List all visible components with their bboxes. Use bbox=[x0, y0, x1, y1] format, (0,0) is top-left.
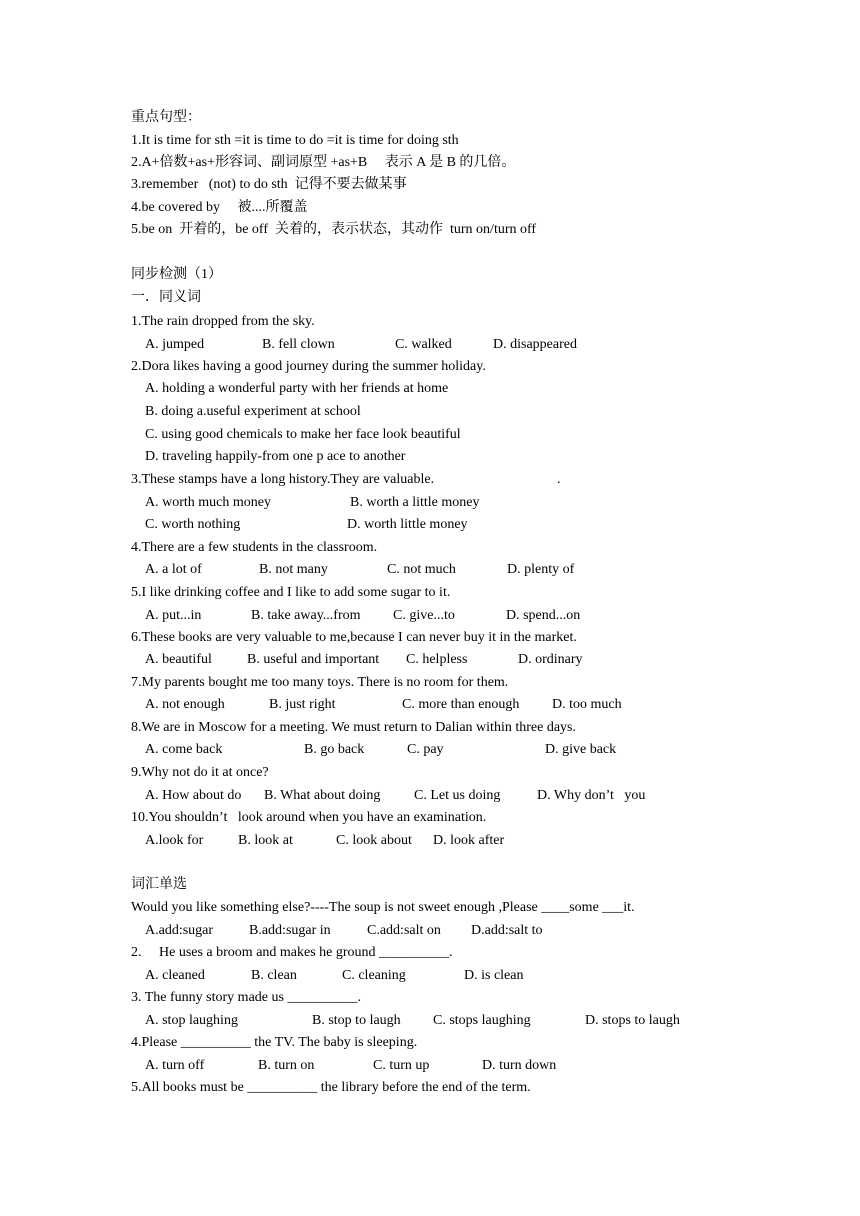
question-1: 1.The rain dropped from the sky. bbox=[131, 314, 315, 329]
q5-option-c: C. give...to bbox=[393, 608, 455, 623]
q3-option-b: B. worth a little money bbox=[350, 495, 480, 510]
q7-option-d: D. too much bbox=[552, 697, 622, 712]
q3-option-c: C. worth nothing bbox=[145, 517, 241, 532]
q10-option-c: C. look about bbox=[336, 833, 412, 848]
question-4: 4.There are a few students in the classroom. bbox=[131, 540, 378, 555]
key-patterns-heading: 重点句型： bbox=[131, 110, 201, 125]
q2-option-a: A. holding a wonderful party with her friends at home bbox=[145, 381, 449, 396]
vq3-option-d: D. stops to laugh bbox=[585, 1013, 680, 1028]
q3-trailing-dot: . bbox=[557, 472, 561, 487]
test1-heading: 同步检测（1） bbox=[131, 267, 222, 282]
vocab-question-1: Would you like something else?----The soup is not sweet enough ,Please ____some ___it. bbox=[131, 900, 635, 915]
pattern-2: 2.A+倍数+as+形容词、副词原型 +as+B 表示 A 是 B 的几倍。 bbox=[131, 155, 516, 170]
q1-option-a: A. jumped bbox=[145, 337, 205, 352]
q6-option-a: A. beautiful bbox=[145, 652, 212, 667]
q10-option-d: D. look after bbox=[433, 833, 505, 848]
vq2-option-a: A. cleaned bbox=[145, 968, 205, 983]
q10-option-b: B. look at bbox=[238, 833, 293, 848]
vocab-question-5: 5.All books must be __________ the library before the end of the term. bbox=[131, 1080, 531, 1095]
q4-option-b: B. not many bbox=[259, 562, 328, 577]
vocab-section-heading: 词汇单选 bbox=[131, 877, 187, 892]
q7-option-b: B. just right bbox=[269, 697, 336, 712]
q8-option-c: C. pay bbox=[407, 742, 444, 757]
vq4-option-d: D. turn down bbox=[482, 1058, 557, 1073]
q7-option-a: A. not enough bbox=[145, 697, 225, 712]
synonym-section-heading: 一．同义词 bbox=[131, 290, 201, 305]
q3-option-a: A. worth much money bbox=[145, 495, 271, 510]
q8-option-a: A. come back bbox=[145, 742, 223, 757]
q5-option-a: A. put...in bbox=[145, 608, 202, 623]
question-6: 6.These books are very valuable to me,because I can never buy it in the market. bbox=[131, 630, 577, 645]
vq2-option-b: B. clean bbox=[251, 968, 297, 983]
q9-option-a: A. How about do bbox=[145, 788, 242, 803]
vq3-option-b: B. stop to laugh bbox=[312, 1013, 401, 1028]
vq1-option-b: B.add:sugar in bbox=[249, 923, 331, 938]
q6-option-c: C. helpless bbox=[406, 652, 468, 667]
q2-option-b: B. doing a.useful experiment at school bbox=[145, 404, 361, 419]
q3-option-d: D. worth little money bbox=[347, 517, 468, 532]
vq1-option-d: D.add:salt to bbox=[471, 923, 543, 938]
pattern-5: 5.be on 开着的，be off 关着的，表示状态，其动作 turn on/turn off bbox=[131, 222, 537, 237]
vq4-option-a: A. turn off bbox=[145, 1058, 205, 1073]
q2-option-d: D. traveling happily-from one p ace to another bbox=[145, 449, 406, 464]
q9-option-d: D. Why don’t you bbox=[537, 788, 646, 803]
q5-option-b: B. take away...from bbox=[251, 608, 361, 623]
question-5: 5.I like drinking coffee and I like to add some sugar to it. bbox=[131, 585, 451, 600]
q6-option-b: B. useful and important bbox=[247, 652, 380, 667]
q1-option-c: C. walked bbox=[395, 337, 452, 352]
pattern-1: 1.It is time for sth =it is time to do =it is time for doing sth bbox=[131, 133, 459, 148]
q4-option-c: C. not much bbox=[387, 562, 456, 577]
question-2: 2.Dora likes having a good journey during the summer holiday. bbox=[131, 359, 486, 374]
vq4-option-c: C. turn up bbox=[373, 1058, 430, 1073]
q9-option-c: C. Let us doing bbox=[414, 788, 501, 803]
vocab-question-2: 2. He uses a broom and makes he ground __________. bbox=[131, 945, 453, 960]
q4-option-d: D. plenty of bbox=[507, 562, 575, 577]
vq4-option-b: B. turn on bbox=[258, 1058, 315, 1073]
vq2-option-c: C. cleaning bbox=[342, 968, 406, 983]
q7-option-c: C. more than enough bbox=[402, 697, 520, 712]
vq3-option-a: A. stop laughing bbox=[145, 1013, 238, 1028]
vq1-option-a: A.add:sugar bbox=[145, 923, 214, 938]
pattern-3: 3.remember (not) to do sth 记得不要去做某事 bbox=[131, 177, 407, 192]
q8-option-d: D. give back bbox=[545, 742, 617, 757]
vocab-question-4: 4.Please __________ the TV. The baby is sleeping. bbox=[131, 1035, 418, 1050]
q1-option-d: D. disappeared bbox=[493, 337, 577, 352]
vocab-question-3: 3. The funny story made us __________. bbox=[131, 990, 361, 1005]
question-3: 3.These stamps have a long history.They are valuable. bbox=[131, 472, 435, 487]
question-7: 7.My parents bought me too many toys. There is no room for them. bbox=[131, 675, 509, 690]
question-8: 8.We are in Moscow for a meeting. We must return to Dalian within three days. bbox=[131, 720, 576, 735]
pattern-4: 4.be covered by 被....所覆盖 bbox=[131, 200, 308, 215]
q10-option-a: A.look for bbox=[145, 833, 204, 848]
q8-option-b: B. go back bbox=[304, 742, 365, 757]
q6-option-d: D. ordinary bbox=[518, 652, 583, 667]
question-10: 10.You shouldn’t look around when you have an examination. bbox=[131, 810, 487, 825]
vq1-option-c: C.add:salt on bbox=[367, 923, 441, 938]
q4-option-a: A. a lot of bbox=[145, 562, 202, 577]
question-9: 9.Why not do it at once? bbox=[131, 765, 269, 780]
vq2-option-d: D. is clean bbox=[464, 968, 524, 983]
q2-option-c: C. using good chemicals to make her face look beautiful bbox=[145, 427, 461, 442]
q9-option-b: B. What about doing bbox=[264, 788, 381, 803]
q1-option-b: B. fell clown bbox=[262, 337, 335, 352]
vq3-option-c: C. stops laughing bbox=[433, 1013, 531, 1028]
q5-option-d: D. spend...on bbox=[506, 608, 581, 623]
